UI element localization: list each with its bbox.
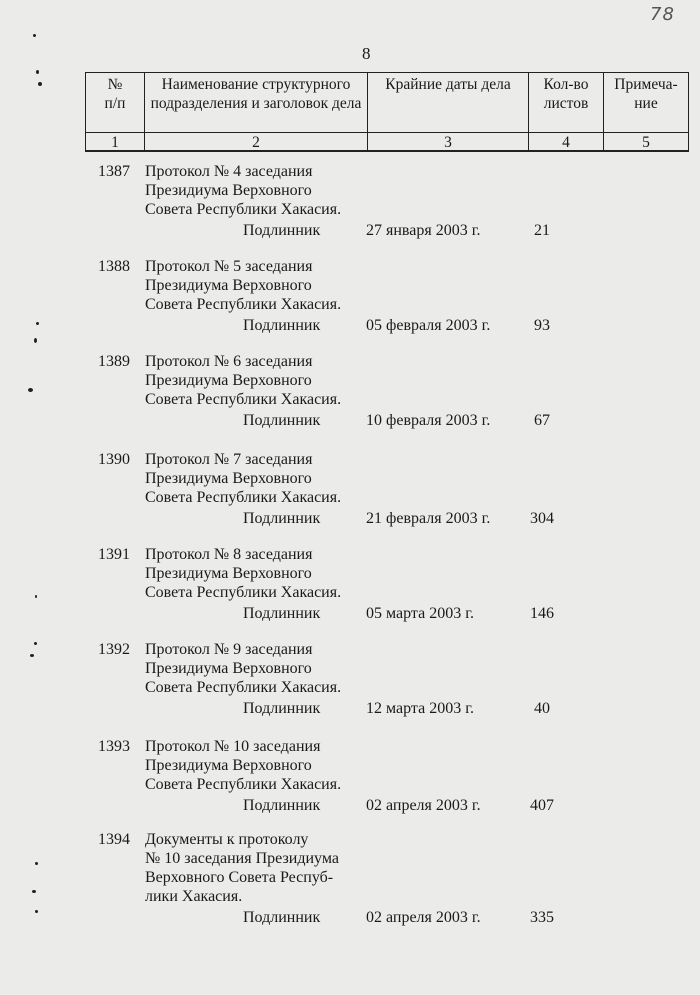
entry-sheet-count: 93 (534, 317, 550, 334)
header-col-dates: Крайние даты дела (368, 73, 529, 133)
entry-title-line: Совета Республики Хакасия. (145, 679, 342, 696)
scan-speck (32, 890, 36, 893)
entry-sheet-count: 146 (530, 605, 554, 622)
entry-title (145, 257, 375, 314)
entry-number: 1394 (98, 831, 130, 848)
entry-original-mark: Подлинник (243, 510, 321, 527)
entry-title-line: Документы к протоколу (145, 831, 309, 848)
entry-title-line: Президиума Верховного (145, 565, 312, 582)
scan-speck (35, 595, 37, 598)
entry-dates: 02 апреля 2003 г. (366, 909, 481, 926)
scan-speck (35, 862, 38, 865)
scan-speck (38, 82, 42, 86)
column-number: 5 (604, 133, 689, 152)
page-number: 8 (362, 44, 371, 63)
entry-sheet-count: 21 (534, 222, 550, 239)
entry-sheet-count: 335 (530, 909, 554, 926)
entry-number: 1389 (98, 353, 130, 370)
entry-sheet-count: 67 (534, 412, 550, 429)
entry-number: 1392 (98, 641, 130, 658)
column-number: 2 (145, 133, 368, 152)
entry-title (145, 352, 375, 409)
entry-title-line: Протокол № 5 заседания (145, 258, 313, 275)
entry-title-line: Протокол № 9 заседания (145, 641, 313, 658)
entry-number: 1393 (98, 738, 130, 755)
entry-title-line: Протокол № 10 заседания (145, 738, 321, 755)
entry-number: 1390 (98, 451, 130, 468)
entry-title-line: Президиума Верховного (145, 470, 312, 487)
column-number: 1 (86, 133, 145, 152)
entry-original-mark: Подлинник (243, 317, 321, 334)
entry-title-line: Протокол № 7 заседания (145, 451, 313, 468)
scan-speck (36, 70, 39, 74)
header-row (86, 73, 689, 133)
entry-title-line: Совета Республики Хакасия. (145, 776, 342, 793)
scan-speck (34, 338, 37, 343)
entry-number: 1388 (98, 258, 130, 275)
entry-title (145, 162, 375, 219)
header-col-title: Наименование структурного подразделения и заголовок дела (145, 73, 368, 133)
entry-original-mark: Подлинник (243, 605, 321, 622)
scan-speck (36, 322, 39, 325)
entry-title-line: лики Хакасия. (145, 888, 243, 905)
entry-title (145, 450, 375, 507)
header-col-sheets: Кол-во листов (529, 73, 604, 133)
entry-dates: 05 февраля 2003 г. (366, 317, 491, 334)
header-col-notes: Примеча- ние (604, 73, 689, 133)
column-number: 4 (529, 133, 604, 152)
entry-dates: 05 марта 2003 г. (366, 605, 474, 622)
header-col-number: № п/п (86, 73, 145, 133)
scan-speck (28, 388, 33, 392)
entry-title-line: Президиума Верховного (145, 757, 312, 774)
entry-sheet-count: 304 (530, 510, 554, 527)
entry-original-mark: Подлинник (243, 909, 321, 926)
entry-title-line: Совета Республики Хакасия. (145, 489, 342, 506)
entry-title-line: Протокол № 4 заседания (145, 163, 313, 180)
handwritten-page-mark: 78 (650, 4, 675, 25)
entry-sheet-count: 407 (530, 797, 554, 814)
entry-title (145, 640, 375, 697)
entry-title-line: Совета Республики Хакасия. (145, 296, 342, 313)
entry-number: 1387 (98, 163, 130, 180)
entry-title (145, 737, 375, 794)
entry-title-line: Президиума Верховного (145, 182, 312, 199)
entry-title (145, 830, 375, 906)
column-number: 3 (368, 133, 529, 152)
entry-original-mark: Подлинник (243, 700, 321, 717)
scan-speck (33, 34, 36, 37)
scan-speck (30, 654, 34, 657)
entry-sheet-count: 40 (534, 700, 550, 717)
entry-dates: 27 января 2003 г. (366, 222, 481, 239)
column-number-row (86, 133, 689, 152)
entry-title-line: Президиума Верховного (145, 277, 312, 294)
entry-title (145, 545, 375, 602)
entry-dates: 10 февраля 2003 г. (366, 412, 491, 429)
entry-title-line: Президиума Верховного (145, 660, 312, 677)
entry-dates: 12 марта 2003 г. (366, 700, 474, 717)
entry-title-line: Совета Республики Хакасия. (145, 584, 342, 601)
entry-dates: 21 февраля 2003 г. (366, 510, 491, 527)
entry-title-line: Верховного Совета Респуб- (145, 869, 334, 886)
entry-title-line: Совета Республики Хакасия. (145, 391, 342, 408)
scan-speck (34, 642, 37, 645)
entry-title-line: Президиума Верховного (145, 372, 312, 389)
scan-speck (35, 910, 38, 913)
entry-original-mark: Подлинник (243, 412, 321, 429)
entry-title-line: Протокол № 8 заседания (145, 546, 313, 563)
entry-title-line: № 10 заседания Президиума (145, 850, 339, 867)
entry-number: 1391 (98, 546, 130, 563)
entry-dates: 02 апреля 2003 г. (366, 797, 481, 814)
entry-title-line: Совета Республики Хакасия. (145, 201, 342, 218)
entry-title-line: Протокол № 6 заседания (145, 353, 313, 370)
inventory-table-header (85, 72, 689, 152)
entry-original-mark: Подлинник (243, 222, 321, 239)
entry-original-mark: Подлинник (243, 797, 321, 814)
